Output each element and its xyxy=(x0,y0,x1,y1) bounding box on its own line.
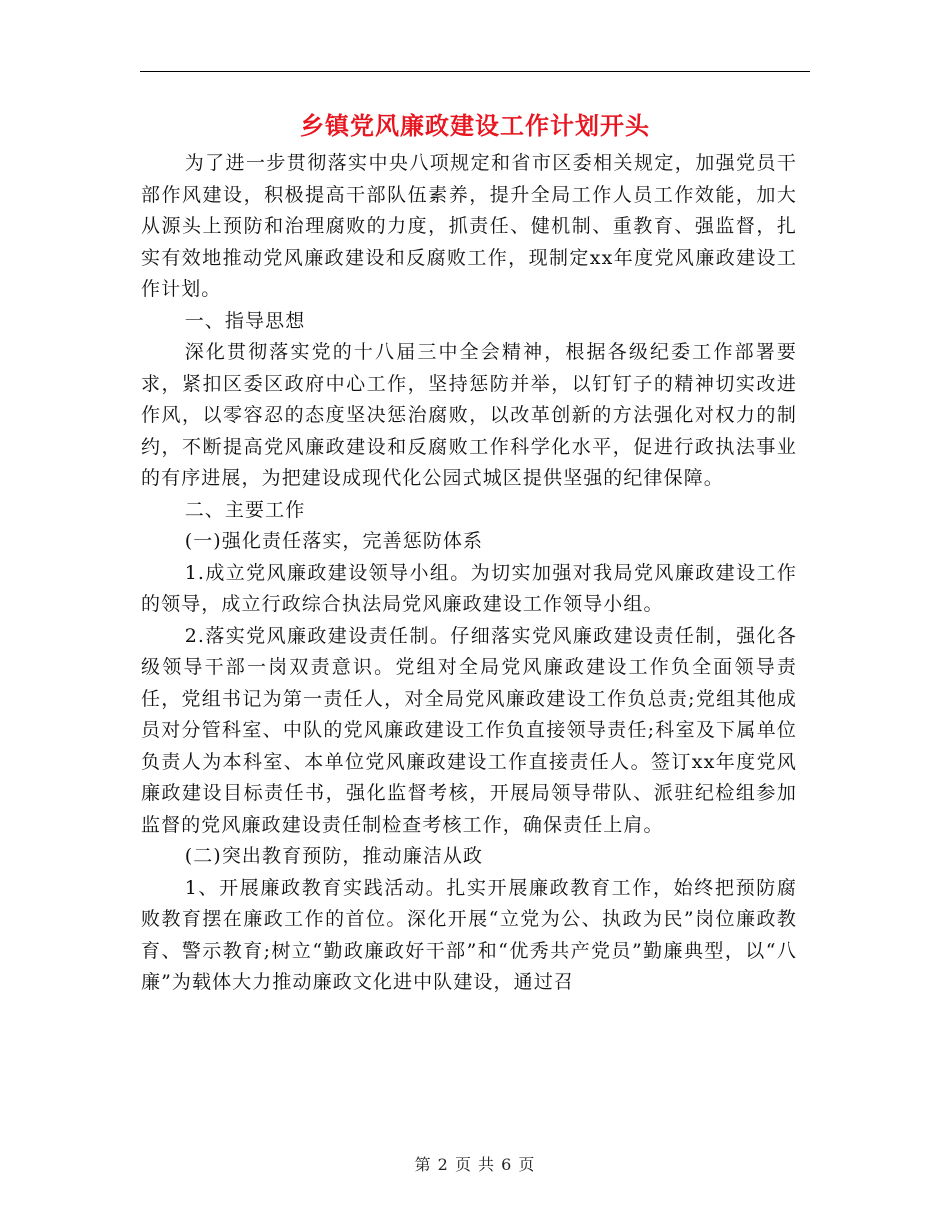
subheading-education: (二)突出教育预防，推动廉洁从政 xyxy=(184,845,484,867)
heading-guiding-ideology: 一、指导思想 xyxy=(184,309,306,332)
header-rule xyxy=(140,71,810,72)
paragraph-intro: 为了进一步贯彻落实中央八项规定和省市区委相关规定，加强党员干部作风建设，积极提高干部队伍素养，提升全局工作人员工作效能，加大从源头上预防和治理腐败的力度，抓责任、健机制、重教育、强监督，扎实有效地推动党风廉政建设和反腐败工作，现制定xx年度党风廉政建设工作计划。 xyxy=(141,152,797,300)
paragraph-leading-group: 1.成立党风廉政建设领导小组。为切实加强对我局党风廉政建设工作的领导，成立行政综合执法局党风廉政建设工作领导小组。 xyxy=(141,561,797,615)
paragraph-responsibility-system: 2.落实党风廉政建设责任制。仔细落实党风廉政建设责任制，强化各级领导干部一岗双责意识。党组对全局党风廉政建设工作负全面领导责任，党组书记为第一责任人，对全局党风廉政建设工作负总责;党组其他成员对分管科室、中队的党风廉政建设工作负直接领导责任;科室及下属单位负责人为本科室、本单位党风廉政建设工作直接责任人。签订xx年度党风廉政建设目标责任书，强化监督考核，开展局领导带队、派驻纪检组参加监督的党风廉政建设责任制检查考核工作，确保责任上肩。 xyxy=(141,624,797,836)
subheading-responsibility: (一)强化责任落实，完善惩防体系 xyxy=(184,530,484,552)
page-number: 第 2 页 共 6 页 xyxy=(414,1155,536,1174)
document-title: 乡镇党风廉政建设工作计划开头 xyxy=(300,111,650,140)
paragraph-education-activities: 1、开展廉政教育实践活动。扎实开展廉政教育工作，始终把预防腐败教育摆在廉政工作的首位。深化开展“立党为公、执政为民”岗位廉政教育、警示教育;树立“勤政廉政好干部”和“优秀共产党员”勤廉典型，以“八廉”为载体大力推动廉政文化进中队建设，通过召 xyxy=(141,876,797,993)
document-body xyxy=(141,148,797,999)
paragraph-guiding-ideology: 深化贯彻落实党的十八届三中全会精神，根据各级纪委工作部署要求，紧扣区委区政府中心工作，坚持惩防并举，以钉钉子的精神切实改进作风，以零容忍的态度坚决惩治腐败，以改革创新的方法强化对权力的制约，不断提高党风廉政建设和反腐败工作科学化水平，促进行政执法事业的有序进展，为把建设成现代化公园式城区提供坚强的纪律保障。 xyxy=(141,341,797,489)
heading-main-work: 二、主要工作 xyxy=(184,498,306,521)
